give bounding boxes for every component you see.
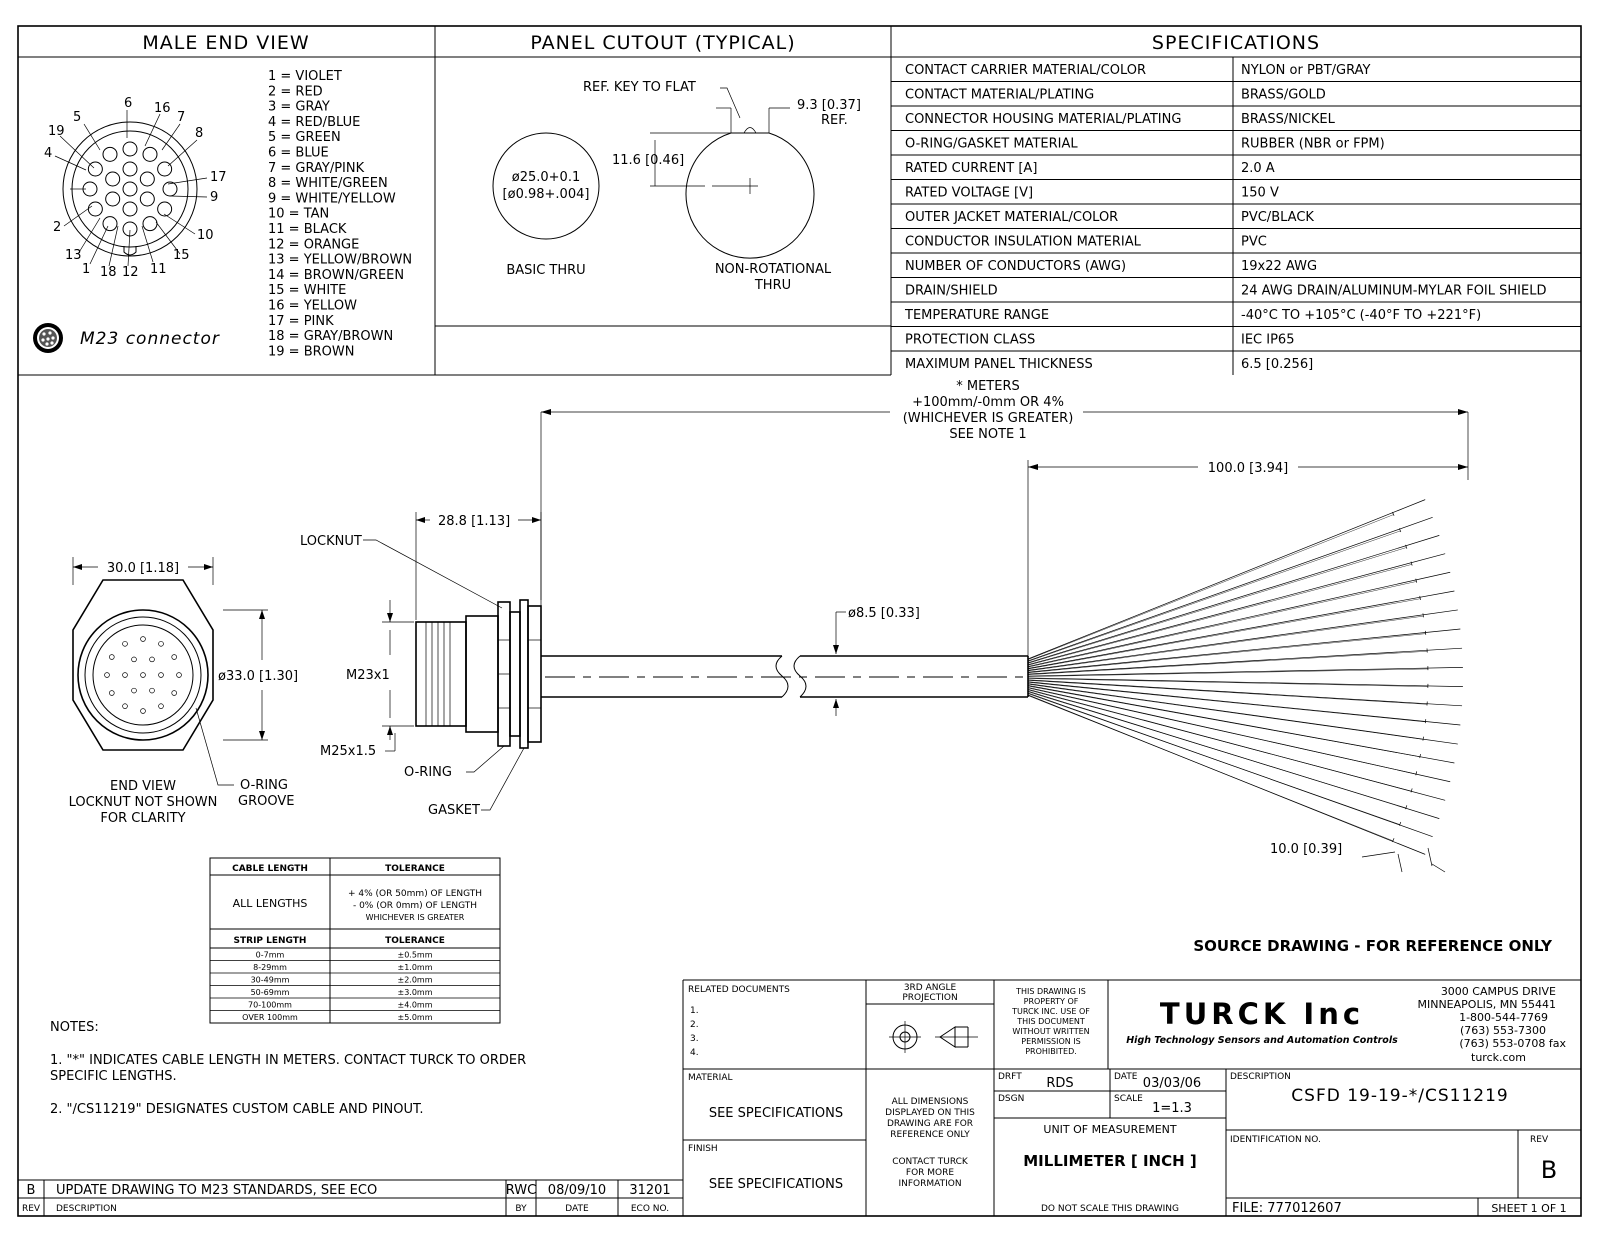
projection-label-2: PROJECTION: [902, 993, 958, 1003]
strip-dimension: [1028, 460, 1468, 660]
contact-2: FOR MORE: [905, 1168, 955, 1178]
oring-label: O-RING: [404, 765, 452, 780]
sheet-number: SHEET 1 OF 1: [1491, 1202, 1567, 1215]
strip-length-dim: [1270, 842, 1445, 872]
property-4: THIS DOCUMENT: [1017, 1017, 1085, 1026]
cutout-diameter-line1: ø25.0+0.1: [511, 170, 581, 185]
pin: [88, 162, 102, 176]
conductor-wire-edge: [1028, 616, 1423, 671]
tol-header-strip-tolerance: TOLERANCE: [385, 936, 445, 946]
strip-10-label: 10.0 [0.39]: [1270, 842, 1343, 857]
pin: [140, 192, 154, 206]
address-1: 3000 CAMPUS DRIVE: [1440, 985, 1556, 998]
end-view-pin: [123, 673, 128, 678]
unit-label: UNIT OF MEASUREMENT: [1043, 1123, 1177, 1136]
description-value: CSFD 19-19-*/CS11219: [1291, 1086, 1509, 1106]
address-6: turck.com: [1471, 1051, 1526, 1064]
scale-value: 1=1.3: [1152, 1101, 1192, 1116]
pin-label-11: 11: [150, 262, 167, 277]
end-view-drawing: [69, 557, 299, 826]
conductor-wire-edge: [1028, 564, 1412, 665]
tol-all-line1: + 4% (OR 50mm) OF LENGTH: [347, 889, 483, 899]
pin-color-12: 12 = ORANGE: [268, 237, 360, 253]
spec-value: PVC: [1241, 234, 1267, 250]
pin-label-4: 4: [44, 146, 53, 161]
source-drawing-label: SOURCE DRAWING - FOR REFERENCE ONLY: [1193, 937, 1552, 955]
rev-header-description: DESCRIPTION: [56, 1204, 117, 1214]
spec-value: RUBBER (NBR or FPM): [1241, 136, 1385, 152]
identification-label: IDENTIFICATION NO.: [1230, 1135, 1321, 1145]
all-dims-1: ALL DIMENSIONS: [891, 1097, 969, 1107]
all-dims-2: DISPLAYED ON THIS: [885, 1108, 975, 1118]
material-label: MATERIAL: [688, 1073, 733, 1083]
revision-block: [18, 1180, 683, 1216]
oring-groove-label-1: O-RING: [240, 778, 288, 793]
rev-label: REV: [1530, 1135, 1549, 1145]
pin-label-13: 13: [65, 248, 82, 263]
spec-value: NYLON or PBT/GRAY: [1241, 63, 1371, 78]
strip-mark: [1423, 737, 1424, 741]
conductor-wire: [1028, 682, 1460, 725]
cable-diameter-label: ø8.5 [0.33]: [848, 606, 920, 621]
flat-dimension-ref: REF.: [821, 113, 848, 128]
meters-note-2: +100mm/-0mm OR 4%: [912, 395, 1064, 410]
pin-label-2: 2: [53, 220, 62, 235]
conductor-wire-edge: [1028, 682, 1426, 722]
drft-label: DRFT: [998, 1072, 1022, 1082]
strip-mark: [1416, 579, 1417, 583]
address-2: MINNEAPOLIS, MN 55441: [1417, 998, 1556, 1011]
strip-length-cell: 70-100mm: [248, 1000, 292, 1010]
conductor-wire-edge: [1028, 696, 1393, 841]
spec-value: -40°C TO +105°C (-40°F TO +221°F): [1241, 308, 1482, 323]
strip-length-cell: 50-69mm: [250, 988, 290, 997]
pin-color-15: 15 = WHITE: [268, 283, 347, 299]
conductor-wire-edge: [1028, 684, 1423, 739]
related-doc-2: 2.: [690, 1020, 699, 1030]
ref-key-label: REF. KEY TO FLAT: [583, 80, 696, 95]
drft-value: RDS: [1046, 1076, 1074, 1091]
rev-header-rev: REV: [21, 1204, 41, 1214]
end-view-pin: [159, 704, 164, 709]
specifications-table: [891, 63, 1581, 372]
end-view-pin: [172, 655, 177, 660]
spec-label: NUMBER OF CONDUCTORS (AWG): [905, 259, 1127, 274]
end-view-pin: [123, 641, 128, 646]
pin: [140, 172, 154, 186]
pin-color-4: 4 = RED/BLUE: [268, 114, 361, 130]
related-doc-1: 1.: [690, 1006, 699, 1016]
spec-label: MAXIMUM PANEL THICKNESS: [905, 357, 1093, 372]
m23-connector-icon: [33, 323, 63, 353]
pin: [106, 192, 120, 206]
tol-header-strip-length: STRIP LENGTH: [233, 936, 307, 946]
scale-label: SCALE: [1114, 1094, 1143, 1104]
spec-label: O-RING/GASKET MATERIAL: [905, 136, 1078, 152]
spec-label: RATED VOLTAGE [V]: [905, 185, 1034, 201]
oring-groove-label-2: GROOVE: [238, 794, 295, 809]
width-30-dimension: 30.0 [1.18]: [106, 561, 180, 576]
end-view-label-1: END VIEW: [110, 779, 176, 794]
spec-value: 6.5 [0.256]: [1241, 357, 1314, 372]
pin: [158, 162, 172, 176]
non-rotational-label-1: NON-ROTATIONAL: [714, 262, 832, 277]
spec-value: 150 V: [1241, 185, 1279, 201]
end-view-pin: [141, 709, 146, 714]
end-view-pin: [177, 673, 182, 678]
pin-label-6: 6: [124, 96, 133, 111]
pin-label-9: 9: [210, 190, 219, 205]
conductor-wire-edge: [1028, 692, 1406, 808]
title-block: [683, 980, 1581, 1216]
file-number: FILE: 777012607: [1232, 1201, 1342, 1216]
pin-label-17: 15: [173, 248, 190, 263]
rev-header-eco: ECO NO.: [630, 1204, 670, 1214]
strip-tolerance-cell: ±4.0mm: [397, 1000, 433, 1010]
pin: [163, 182, 177, 196]
pin-label-19: 19: [48, 124, 65, 139]
all-dims-3: DRAWING ARE FOR: [886, 1119, 974, 1129]
pin-color-5: 5 = GREEN: [268, 130, 341, 146]
tol-all-lengths: ALL LENGTHS: [232, 897, 308, 910]
meters-note-4: SEE NOTE 1: [949, 427, 1027, 442]
contact-3: INFORMATION: [898, 1179, 962, 1189]
pin-label-10: 10: [197, 228, 214, 243]
length-dimension: [541, 379, 1468, 610]
pin-color-13: 13 = YELLOW/BROWN: [268, 252, 413, 268]
dsgn-label: DSGN: [998, 1094, 1025, 1104]
header-specifications: SPECIFICATIONS: [1151, 32, 1321, 54]
pin: [106, 172, 120, 186]
conductor-wire-edge: [1028, 651, 1427, 674]
end-view-pin: [150, 688, 155, 693]
strip-tolerance-rows: [210, 951, 500, 1023]
note-2: 2. "/CS11219" DESIGNATES CUSTOM CABLE AND PINOUT.: [50, 1102, 424, 1117]
property-2: PROPERTY OF: [1023, 997, 1079, 1006]
spec-label: DRAIN/SHIELD: [905, 283, 998, 299]
pin: [143, 217, 157, 231]
strip-tolerance-cell: ±2.0mm: [397, 975, 433, 985]
basic-thru-label: BASIC THRU: [506, 263, 586, 278]
connector-pins: [83, 142, 177, 236]
pin-label-18: 18: [100, 265, 117, 280]
spec-label: CONDUCTOR INSULATION MATERIAL: [905, 234, 1141, 250]
end-view-pin: [150, 657, 155, 662]
conductor-wire: [1028, 535, 1439, 662]
pin-color-16: 16 = YELLOW: [268, 298, 357, 314]
conductor-wire-edge: [1028, 679, 1428, 687]
pin-label-16: 17: [210, 170, 227, 185]
pin: [143, 147, 157, 161]
gasket-label: GASKET: [428, 803, 480, 818]
tol-header-cable-length: CABLE LENGTH: [232, 864, 308, 874]
spec-value: 2.0 A: [1241, 161, 1275, 176]
strip-mark: [1423, 613, 1424, 617]
pin-color-1: 1 = VIOLET: [268, 69, 342, 84]
pin: [103, 147, 117, 161]
spec-label: TEMPERATURE RANGE: [905, 308, 1050, 323]
spec-label: CONNECTOR HOUSING MATERIAL/PLATING: [905, 112, 1182, 127]
conductor-wire-edge: [1028, 515, 1393, 660]
pin-label-7: 7: [177, 110, 186, 125]
strip-length-label: 100.0 [3.94]: [1207, 461, 1289, 476]
all-dims-4: REFERENCE ONLY: [890, 1130, 970, 1140]
conductor-wire: [1028, 517, 1433, 661]
conductor-wire-edge: [1028, 690, 1412, 791]
pin-label-5: 5: [73, 110, 82, 125]
cable: [541, 606, 1028, 716]
pin-label-15: 16: [154, 101, 171, 116]
conductor-wire: [1028, 629, 1460, 672]
related-doc-3: 3.: [690, 1034, 699, 1044]
cutout-diameter-line2: [ø0.98+.004]: [502, 187, 590, 202]
finish-value: SEE SPECIFICATIONS: [708, 1177, 844, 1192]
strip-mark: [1416, 771, 1417, 775]
rev-date: 08/09/10: [547, 1183, 607, 1198]
pin-color-14: 14 = BROWN/GREEN: [268, 267, 405, 283]
pin-color-18: 18 = GRAY/BROWN: [268, 329, 394, 345]
spec-label: CONTACT MATERIAL/PLATING: [905, 87, 1095, 103]
strip-mark: [1420, 754, 1421, 758]
spec-value: BRASS/NICKEL: [1241, 112, 1335, 127]
meters-note-1: * METERS: [956, 379, 1020, 394]
m23-connector-label: M23 connector: [80, 329, 220, 349]
spec-value: IEC IP65: [1241, 332, 1295, 348]
spec-label: PROTECTION CLASS: [905, 332, 1036, 348]
pin-color-9: 9 = WHITE/YELLOW: [268, 191, 396, 207]
pin-color-17: 17 = PINK: [268, 313, 334, 329]
conductor-wire-edge: [1028, 686, 1420, 757]
strip-tolerance-cell: ±3.0mm: [397, 988, 433, 997]
end-view-pin: [123, 704, 128, 709]
meters-note-3: (WHICHEVER IS GREATER): [902, 411, 1074, 426]
rev-header-date: DATE: [565, 1204, 589, 1214]
end-view-pin: [172, 691, 177, 696]
rev-by: RWC: [505, 1183, 537, 1198]
end-view-pin: [132, 688, 137, 693]
non-rotational-label-2: THRU: [754, 278, 792, 293]
end-view-pin: [159, 673, 164, 678]
pin-color-10: 10 = TAN: [268, 206, 330, 222]
end-view-pin: [141, 637, 146, 642]
spec-value: BRASS/GOLD: [1241, 87, 1326, 103]
pin-color-3: 3 = GRAY: [268, 99, 330, 115]
conductor-wire: [1028, 500, 1425, 659]
header-male-end-view: MALE END VIEW: [142, 32, 310, 54]
spec-label: OUTER JACKET MATERIAL/COLOR: [905, 210, 1119, 225]
pinout-list: [268, 69, 412, 359]
end-view-pin: [141, 673, 146, 678]
turck-tagline: High Technology Sensors and Automation Controls: [1126, 1035, 1398, 1046]
pin: [88, 202, 102, 216]
pin: [123, 142, 137, 156]
pin-color-7: 7 = GRAY/PINK: [268, 160, 365, 176]
end-view-pin: [109, 655, 114, 660]
conductor-wire-edge: [1028, 599, 1420, 669]
finish-label: FINISH: [688, 1144, 718, 1154]
end-view-pin: [105, 673, 110, 678]
end-view-pin: [132, 657, 137, 662]
header-panel-cutout: PANEL CUTOUT (TYPICAL): [530, 32, 796, 54]
pin-color-6: 6 = BLUE: [268, 145, 329, 161]
strip-length-cell: 30-49mm: [250, 975, 290, 985]
pin-color-19: 19 = BROWN: [268, 344, 355, 360]
no-scale-label: DO NOT SCALE THIS DRAWING: [1040, 1204, 1180, 1214]
pin-label-1: 1: [82, 262, 91, 277]
rev-header-by: BY: [515, 1204, 527, 1214]
spec-label: CONTACT CARRIER MATERIAL/COLOR: [905, 63, 1147, 78]
property-7: PROHIBITED.: [1025, 1047, 1077, 1056]
pin-label-8: 8: [195, 126, 204, 141]
property-6: PERMISSION IS: [1021, 1037, 1081, 1046]
tol-header-tolerance: TOLERANCE: [385, 864, 445, 874]
projection-label-1: 3RD ANGLE: [903, 983, 957, 993]
note-1-line-2: SPECIFIC LENGTHS.: [50, 1069, 177, 1084]
related-doc-4: 4.: [690, 1048, 699, 1058]
end-view-label-3: FOR CLARITY: [100, 811, 186, 826]
tol-all-line2: - 0% (OR 0mm) OF LENGTH: [352, 901, 478, 911]
pin-color-8: 8 = WHITE/GREEN: [268, 176, 388, 192]
pin: [123, 202, 137, 216]
spec-label: RATED CURRENT [A]: [905, 161, 1038, 176]
strip-length-cell: 0-7mm: [255, 950, 285, 960]
date-value: 03/03/06: [1142, 1076, 1202, 1091]
height-dimension: 11.6 [0.46]: [612, 153, 685, 168]
end-view-pin: [109, 691, 114, 696]
tol-all-line3: WHICHEVER IS GREATER: [365, 913, 465, 922]
note-1-line-1: 1. "*" INDICATES CABLE LENGTH IN METERS. CONTACT TURCK TO ORDER: [50, 1053, 527, 1068]
conductor-wire-edge: [1028, 669, 1428, 677]
date-label: DATE: [1114, 1072, 1138, 1082]
end-view-pins: [105, 637, 182, 714]
panel-cutout-drawing: [493, 80, 861, 293]
property-5: WITHOUT WRITTEN: [1012, 1027, 1090, 1036]
rev-letter: B: [26, 1183, 36, 1198]
strip-mark: [1420, 596, 1421, 600]
property-1: THIS DRAWING IS: [1016, 987, 1086, 996]
unit-value: MILLIMETER [ INCH ]: [1023, 1152, 1197, 1170]
diameter-33-dimension: ø33.0 [1.30]: [218, 669, 299, 684]
conductor-wire: [1028, 678, 1463, 687]
pin: [103, 217, 117, 231]
flat-dimension: 9.3 [0.37]: [797, 98, 861, 113]
conductor-wire: [1028, 667, 1463, 676]
side-view-connector: [300, 512, 541, 818]
conductor-fanout: [1028, 500, 1463, 855]
strip-length-cell: OVER 100mm: [242, 1013, 298, 1022]
end-view-pin: [159, 641, 164, 646]
locknut-label: LOCKNUT: [300, 534, 362, 549]
end-view-label-2: LOCKNUT NOT SHOWN: [68, 795, 218, 810]
address-4: (763) 553-7300: [1459, 1024, 1546, 1037]
spec-value: PVC/BLACK: [1241, 210, 1314, 225]
m25-thread-label: M25x1.5: [320, 744, 377, 759]
property-3: TURCK INC. USE OF: [1012, 1007, 1090, 1016]
pin: [123, 182, 137, 196]
pin: [158, 202, 172, 216]
conductor-wire: [1028, 554, 1445, 665]
conductor-wire-edge: [1028, 548, 1406, 664]
strip-tolerance-cell: ±0.5mm: [397, 950, 433, 960]
contact-1: CONTACT TURCK: [892, 1157, 968, 1167]
m23-thread-label: M23x1: [346, 668, 390, 683]
conductor-wire: [1028, 591, 1454, 668]
description-label: DESCRIPTION: [1230, 1072, 1291, 1082]
pin: [123, 162, 137, 176]
address-3: 1-800-544-7769: [1459, 1011, 1548, 1024]
pin-color-2: 2 = RED: [268, 84, 323, 100]
strip-tolerance-cell: ±5.0mm: [397, 1013, 433, 1022]
pin-color-11: 11 = BLACK: [268, 222, 347, 237]
spec-value: 24 AWG DRAIN/ALUMINUM-MYLAR FOIL SHIELD: [1241, 283, 1547, 299]
material-value: SEE SPECIFICATIONS: [708, 1106, 844, 1121]
address-5: (763) 553-0708 fax: [1459, 1037, 1566, 1050]
related-documents-label: RELATED DOCUMENTS: [688, 985, 790, 995]
rev-value: B: [1540, 1156, 1558, 1184]
dim-28-label: 28.8 [1.13]: [438, 514, 511, 529]
notes-title: NOTES:: [50, 1020, 99, 1035]
third-angle-projection-icon: [889, 1021, 978, 1053]
rev-description: UPDATE DRAWING TO M23 STANDARDS, SEE ECO: [56, 1183, 378, 1198]
spec-value: 19x22 AWG: [1241, 259, 1318, 274]
turck-logo: TURCK Inc: [1159, 997, 1365, 1031]
strip-length-cell: 8-29mm: [253, 963, 287, 972]
rev-eco: 31201: [629, 1183, 671, 1198]
strip-tolerance-cell: ±1.0mm: [397, 963, 433, 972]
pin-label-12: 12: [122, 265, 139, 280]
